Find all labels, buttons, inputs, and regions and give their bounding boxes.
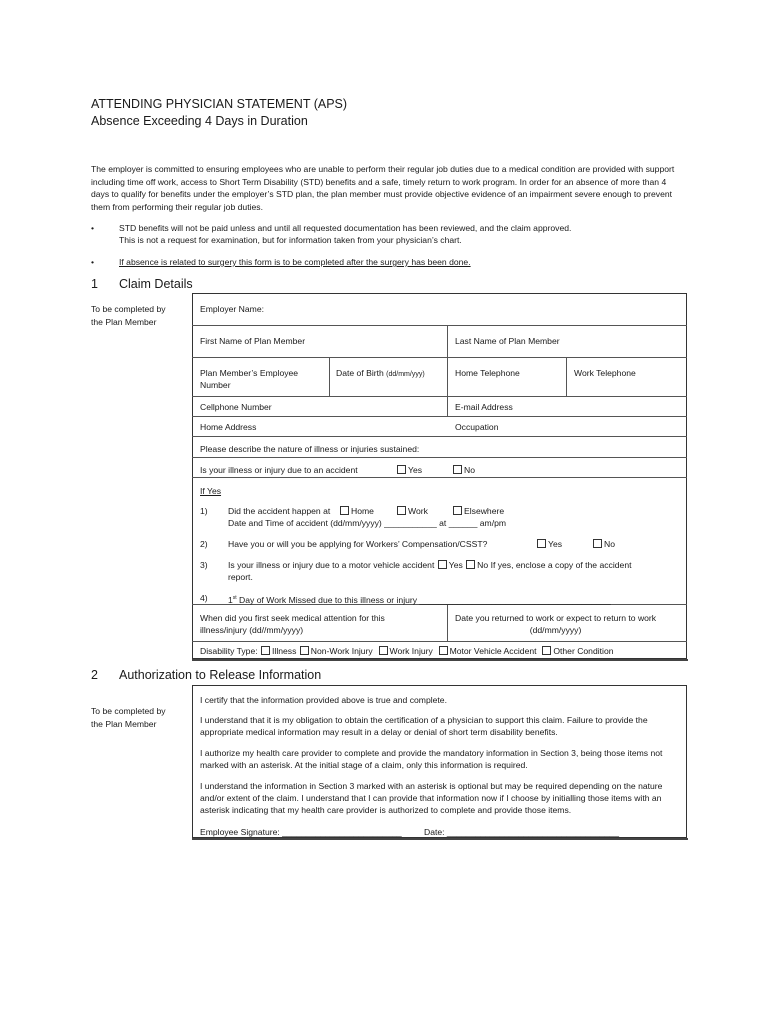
question-text: Is your illness or injury due to a motor vehicle accident	[228, 560, 435, 570]
divider	[192, 357, 687, 358]
q1-home-option[interactable]	[339, 505, 374, 517]
q3-line2: report.	[228, 572, 253, 582]
signature-date-field[interactable]: Date: ____________________________________	[424, 827, 619, 837]
divider	[192, 457, 687, 458]
nature-of-illness-field[interactable]: Please describe the nature of illness or injuries sustained:	[200, 444, 420, 454]
q1-question: Did the accident happen at	[228, 506, 331, 516]
section2-title: Authorization to Release Information	[119, 668, 322, 682]
side-note-line: To be completed by	[91, 706, 166, 716]
q3-no-option[interactable]	[465, 560, 488, 570]
certify-statement: I certify that the information provided above is true and complete.	[200, 695, 447, 705]
divider	[192, 396, 687, 397]
checkbox-icon[interactable]	[397, 465, 406, 474]
option-label: Other Condition	[553, 646, 614, 656]
accident-no-option[interactable]	[452, 464, 475, 476]
divider	[566, 357, 567, 396]
checkbox-icon[interactable]	[300, 646, 309, 655]
accident-question: Is your illness or injury due to an accident	[200, 465, 358, 475]
checkbox-icon[interactable]	[466, 560, 475, 569]
authorize-statement: I authorize my health care provider to complete and provide the mandatory information in Section 3, being those items not marked with an asterisk. At the initial stage of a claim, only this information is required.	[200, 748, 663, 770]
disability-nonwork-option[interactable]	[299, 646, 373, 656]
divider	[192, 641, 687, 642]
q2-no-option[interactable]	[592, 538, 615, 550]
bullet-std-benefits	[91, 222, 691, 248]
document-subtitle: Absence Exceeding 4 Days in Duration	[91, 114, 308, 128]
checkbox-icon[interactable]	[340, 506, 349, 515]
divider	[447, 325, 448, 416]
work-telephone-field[interactable]: Work Telephone	[574, 368, 636, 378]
section2-side-note	[91, 705, 166, 730]
checkbox-icon[interactable]	[453, 506, 462, 515]
accident-yes-option[interactable]	[396, 464, 422, 476]
side-note-line: the Plan Member	[91, 316, 157, 327]
divider	[192, 416, 687, 417]
disability-work-option[interactable]	[378, 646, 433, 656]
q2-yes-option[interactable]	[536, 538, 562, 550]
option-label: Work Injury	[389, 646, 433, 656]
employee-number-field[interactable]	[200, 367, 298, 391]
first-medical-attention-field[interactable]	[200, 612, 385, 636]
checkbox-icon[interactable]	[438, 560, 447, 569]
home-address-field[interactable]: Home Address	[200, 422, 257, 432]
q4-number: 4)	[200, 593, 208, 603]
checkbox-icon[interactable]	[593, 539, 602, 548]
superscript: st	[232, 595, 237, 601]
field-label: Plan Member’s Employee	[200, 368, 299, 378]
q1-number: 1)	[200, 506, 208, 516]
divider	[329, 357, 330, 396]
bullet-icon: •	[91, 257, 95, 267]
field-label: illness/injury (dd//mm/yyyy)	[200, 625, 304, 635]
option-label: Work	[408, 506, 428, 516]
bullet-line: STD benefits will not be paid unless and until all requested documentation has been reviewed, and the claim approved.	[119, 223, 572, 233]
employee-signature-field[interactable]: Employee Signature: _________________________	[200, 827, 402, 837]
box-shadow	[192, 838, 688, 840]
option-label: No	[477, 560, 489, 570]
q3-question	[228, 559, 632, 571]
employer-name-field[interactable]: Employer Name:	[200, 304, 264, 314]
option-label: Yes	[408, 465, 423, 475]
q1-elsewhere-option[interactable]	[452, 505, 504, 517]
option-label: Illness	[272, 646, 297, 656]
bullet-line: If absence is related to surgery this form is to be completed after the surgery has been done.	[119, 257, 471, 267]
checkbox-icon[interactable]	[453, 465, 462, 474]
field-format: (dd/mm/yyy)	[386, 371, 425, 378]
document-title-block	[91, 96, 347, 130]
divider	[192, 325, 687, 326]
section2-number: 2	[91, 668, 98, 682]
bullet-line: This is not a request for examination, but for information taken from your physician’s chart.	[119, 235, 462, 246]
checkbox-icon[interactable]	[542, 646, 551, 655]
field-label: Date of Birth	[336, 368, 384, 378]
checkbox-icon[interactable]	[397, 506, 406, 515]
q3-yes-option[interactable]	[437, 560, 463, 570]
field-label: (dd/mm/yyyy)	[529, 625, 582, 635]
question-text: Day of Work Missed due to this illness or injury ________________________________________	[236, 594, 611, 605]
field-label: When did you first seek medical attention for this	[200, 613, 385, 623]
checkbox-icon[interactable]	[439, 646, 448, 655]
question-text: 1	[228, 594, 233, 605]
disability-mva-option[interactable]	[438, 646, 537, 656]
side-note-line: the Plan Member	[91, 718, 157, 729]
divider	[192, 477, 687, 478]
q3-number: 3)	[200, 560, 208, 570]
field-label: Date you returned to work or expect to return to work	[455, 613, 657, 623]
bullet-surgery	[91, 256, 691, 270]
field-label: Disability Type:	[200, 646, 258, 656]
q4-first-day-missed-field[interactable]	[228, 592, 611, 606]
cellphone-field[interactable]: Cellphone Number	[200, 402, 272, 412]
option-label: No	[604, 539, 615, 549]
option-label: No	[464, 465, 475, 475]
disability-illness-option[interactable]	[260, 646, 296, 656]
q2-number: 2)	[200, 539, 208, 549]
last-name-field[interactable]: Last Name of Plan Member	[455, 336, 560, 346]
date-of-birth-field[interactable]	[336, 367, 425, 381]
intro-paragraph: The employer is committed to ensuring employees who are unable to perform their regular job duties due to a medical condition are provided with support including time off work, access to Short Term Disability (STD) benefits and a safe, timely return to work program. In order for an absence of more than 4 days to qualify for benefits under the employer’s STD plan, the plan member must provide objective evidence of an impairment severe enough to prevent them from performing their regular job duties.	[91, 164, 675, 212]
occupation-field[interactable]: Occupation	[455, 422, 499, 432]
home-telephone-field[interactable]: Home Telephone	[455, 368, 520, 378]
email-field[interactable]: E-mail Address	[455, 402, 513, 412]
return-to-work-field[interactable]	[455, 612, 656, 636]
disability-other-option[interactable]	[541, 646, 613, 656]
checkbox-icon[interactable]	[537, 539, 546, 548]
disability-type-row	[200, 645, 614, 657]
option-label: Elsewhere	[464, 506, 505, 516]
divider	[447, 604, 448, 641]
option-label: Non-Work Injury	[310, 646, 373, 656]
if-yes-heading: If Yes	[200, 486, 222, 496]
q2-question: Have you or will you be applying for Workers’ Compensation/CSST?	[228, 539, 488, 549]
section1-side-note	[91, 303, 166, 328]
box-shadow	[192, 659, 688, 661]
optional-info-statement: I understand the information in Section 3 marked with an asterisk is optional but may be required depending on the nature and/or extent of the claim. I understand that I can provide that information now if I choose by initialling those items with an asterisk indicating that my health care provider is authorized to complete and provide those items.	[200, 781, 663, 815]
q1-work-option[interactable]	[396, 505, 428, 517]
document-title: ATTENDING PHYSICIAN STATEMENT (APS)	[91, 97, 348, 111]
side-note-line: To be completed by	[91, 304, 166, 314]
option-label: Yes	[448, 560, 463, 570]
section1-number: 1	[91, 277, 98, 291]
option-label: Yes	[548, 539, 563, 549]
option-label: Motor Vehicle Accident	[449, 646, 537, 656]
question-text: If yes, enclose a copy of the accident	[490, 560, 632, 570]
checkbox-icon[interactable]	[261, 646, 270, 655]
first-name-field[interactable]: First Name of Plan Member	[200, 336, 306, 346]
obligation-statement: I understand that it is my obligation to obtain the certification of a physician to support this claim. Failure to provide the appropriate medical information may result in a delay or denial of short term disability benefits.	[200, 715, 648, 737]
field-label: Number	[200, 380, 231, 390]
q1-datetime-field[interactable]: Date and Time of accident (dd/mm/yyyy) ___________ at ______ am/pm	[228, 518, 507, 528]
section1-title: Claim Details	[119, 277, 193, 291]
divider	[192, 436, 687, 437]
checkbox-icon[interactable]	[379, 646, 388, 655]
bullet-icon: •	[91, 223, 95, 233]
option-label: Home	[351, 506, 374, 516]
